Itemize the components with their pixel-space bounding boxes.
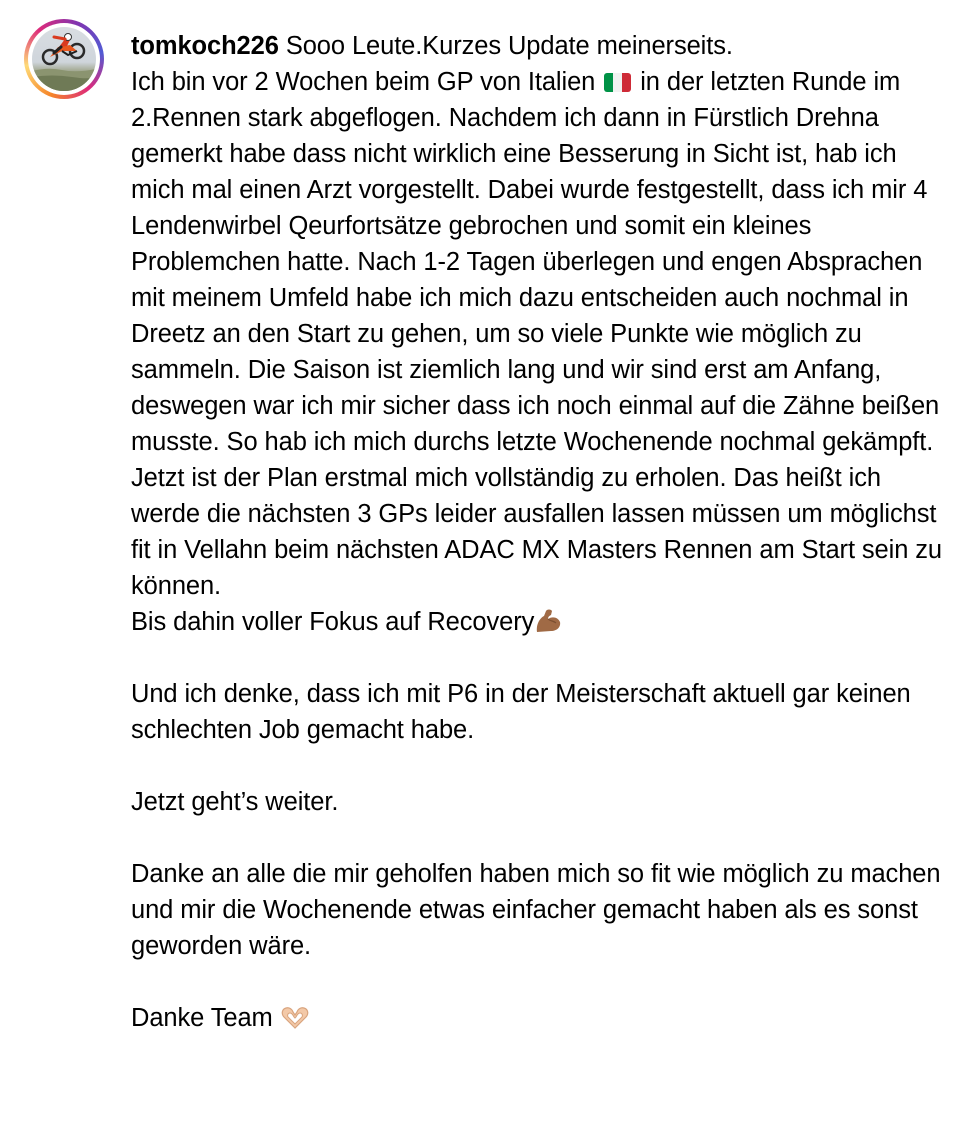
story-ring[interactable]	[24, 19, 104, 99]
username-link[interactable]: tomkoch226	[131, 32, 279, 60]
paragraph-gap	[131, 640, 956, 676]
caption-headline: Sooo Leute.Kurzes Update meinerseits.	[285, 32, 733, 60]
caption-paragraph-2: Und ich denke, dass ich mit P6 in der Meisterschaft aktuell gar keinen schlechten Job gemacht habe.	[131, 680, 918, 744]
italy-flag-icon	[604, 73, 631, 92]
heart-hands-icon	[280, 1006, 310, 1030]
caption-text	[131, 28, 956, 1036]
recovery-text: Bis dahin voller Fokus auf Recovery	[131, 608, 535, 636]
caption-paragraph-5	[131, 1000, 956, 1036]
paragraph-gap	[131, 748, 956, 784]
caption-p1-start: Ich bin vor 2 Wochen beim GP von Italien	[131, 68, 596, 96]
caption-first-line	[131, 28, 956, 64]
thanks-team-text: Danke Team	[131, 1004, 273, 1032]
caption-paragraph-1	[131, 64, 956, 604]
motocross-rider-icon	[32, 27, 96, 91]
caption-recovery-line	[131, 604, 956, 640]
caption-paragraph-3: Jetzt geht’s weiter.	[131, 788, 339, 816]
paragraph-gap	[131, 964, 956, 1000]
caption-paragraph-4: Danke an alle die mir geholfen haben mich so fit wie möglich zu machen und mir die Wochenende etwas einfacher gemacht haben als es sonst geworden wäre.	[131, 860, 948, 960]
caption-p1-rest: in der letzten Runde im 2.Rennen stark abgeflogen. Nachdem ich dann in Fürstlich Drehna gemerkt habe dass nicht wirklich eine Besserung in Sicht ist, hab ich mich mal einen Arzt vorgestellt. Dabei wurde festgestellt, dass ich mir 4 Lendenwirbel Qeurfortsätze gebrochen und somit ein kleines Problemchen hatte. Nach 1-2 Tagen überlegen und engen Absprachen mit meinem Umfeld habe ich mich dazu entscheiden auch nochmal in Dreetz an den Start zu gehen, um so viele Punkte wie möglich zu sammeln. Die Saison ist ziemlich lang und wir sind erst am Anfang, deswegen war ich mir sicher dass ich noch einmal auf die Zähne beißen musste. So hab ich mich durchs letzte Wochenende nochmal gekämpft. Jetzt ist der Plan erstmal mich vollständig zu erholen. Das heißt ich werde die nächsten 3 GPs leider ausfallen lassen müssen um möglichst fit in Vellahn beim nächsten ADAC MX Masters Rennen am Start sein zu können.	[131, 68, 950, 600]
avatar[interactable]	[32, 27, 96, 91]
avatar-border	[28, 23, 100, 95]
paragraph-gap	[131, 820, 956, 856]
flexed-biceps-icon	[534, 608, 562, 634]
